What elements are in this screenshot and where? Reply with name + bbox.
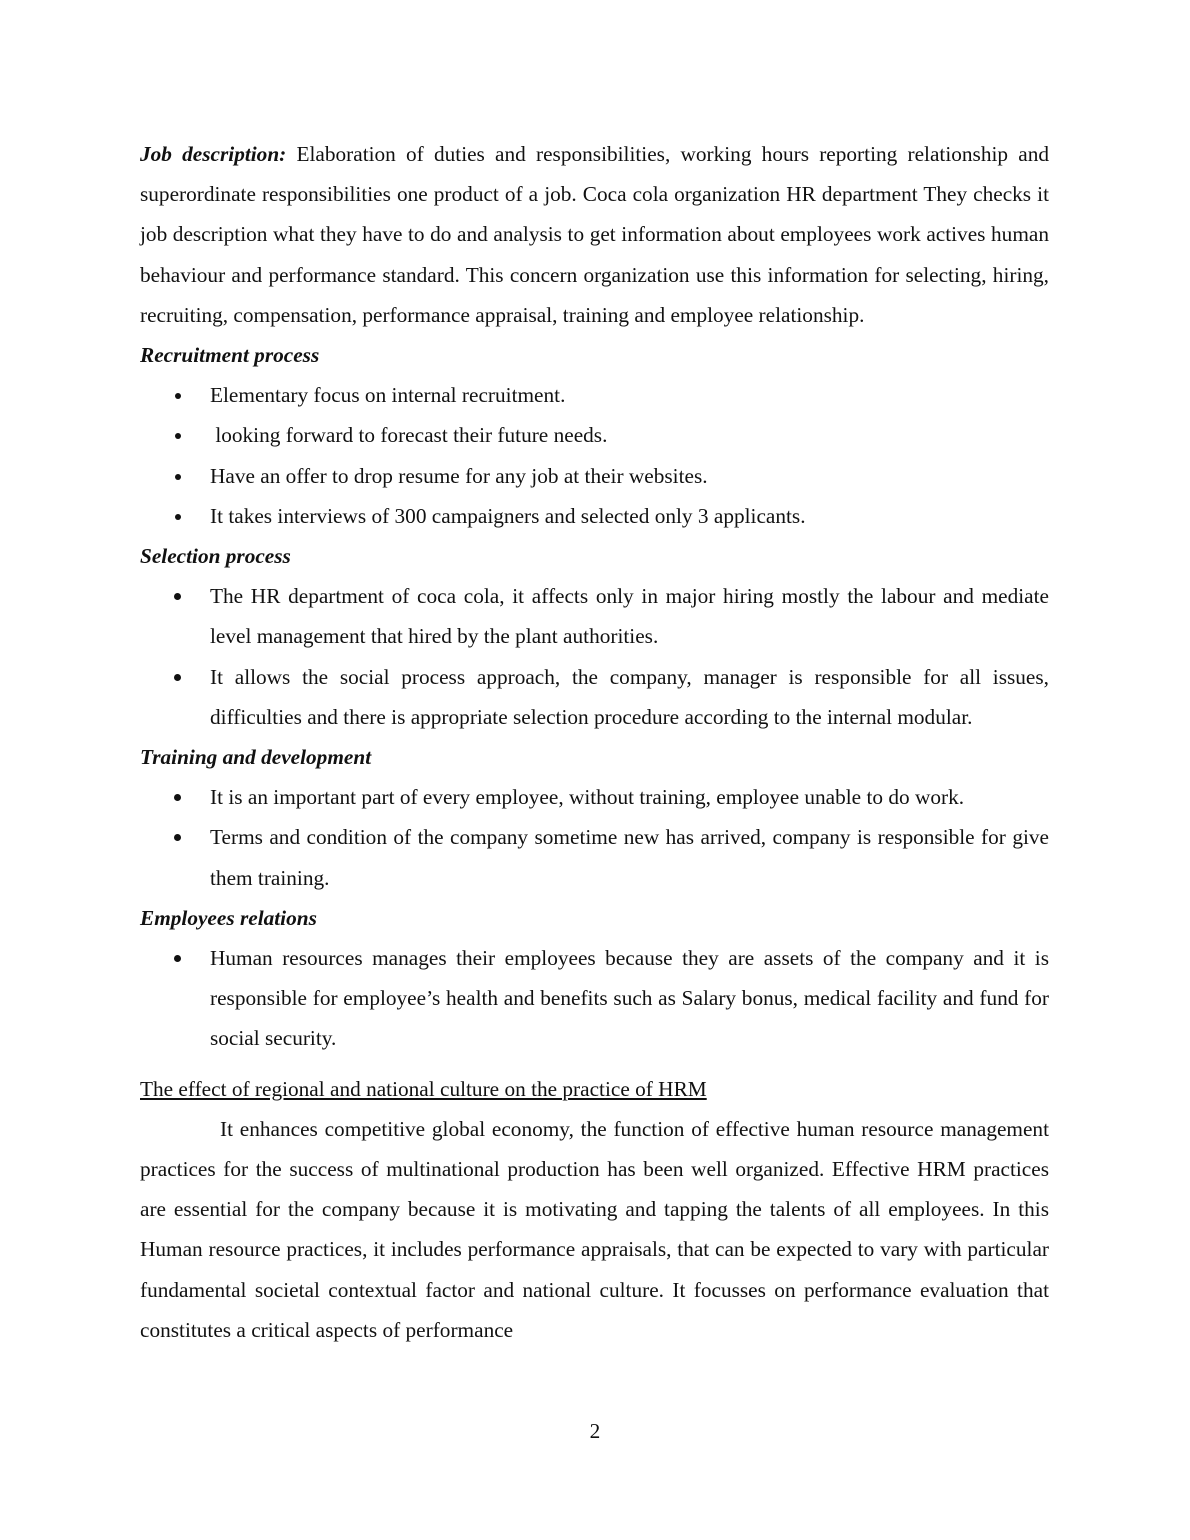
- selection-heading: Selection process: [140, 544, 291, 569]
- list-item-text: It allows the social process approach, the company, manager is responsible for all issues, difficulties and there is appropriate selection procedure according to the internal modular.: [210, 664, 1049, 729]
- culture-paragraph: It enhances competitive global economy, the function of effective human resource management practices for the success of multinational production has been well organized. Effective HRM practices are essential for the company because it is motivating and tapping the talents of all employees. In this Human resource practices, it includes performance appraisals, that can be expected to vary with particular fundamental societal contextual factor and national culture. It focusses on performance evaluation that constitutes a critical aspects of performance: [140, 1116, 1049, 1342]
- bullet-icon: [175, 433, 181, 439]
- list-item: [140, 375, 1049, 415]
- list-item-text: It is an important part of every employee, without training, employee unable to do work.: [210, 785, 965, 810]
- list-item: [140, 657, 1049, 737]
- bullet-icon: [174, 834, 181, 841]
- list-item-text: Have an offer to drop resume for any job at their websites.: [210, 463, 708, 488]
- recruitment-heading: Recruitment process: [140, 343, 320, 368]
- list-item-text: Elementary focus on internal recruitment.: [210, 383, 566, 408]
- bullet-icon: [175, 474, 181, 480]
- list-item: [140, 938, 1049, 1059]
- training-list: [140, 777, 1049, 898]
- list-item: [140, 456, 1049, 496]
- list-item-text: Terms and condition of the company sometime new has arrived, company is responsible for give them training.: [210, 825, 1049, 890]
- list-item-text: The HR department of coca cola, it affects only in major hiring mostly the labour and mediate level management that hired by the plant authorities.: [210, 584, 1049, 649]
- job-description-text: Elaboration of duties and responsibilities, working hours reporting relationship and superordinate responsibilities one product of a job. Coca cola organization HR department They checks it job description what they have to do and analysis to get information about employees work actives human behaviour and performance standard. This concern organization use this information for selecting, hiring, recruiting, compensation, performance appraisal, training and employee relationship.: [140, 142, 1049, 327]
- training-heading: Training and development: [140, 745, 372, 770]
- job-description-label: Job description:: [140, 142, 287, 166]
- relations-heading: Employees relations: [140, 905, 317, 930]
- document-page: [140, 134, 1049, 1350]
- list-item: [140, 777, 1049, 817]
- list-item-text: looking forward to forecast their future needs.: [210, 423, 608, 448]
- bullet-icon: [174, 593, 181, 600]
- page-number: 2: [589, 1419, 601, 1443]
- list-item-text: Human resources manages their employees because they are assets of the company and it is responsible for employee’s health and benefits such as Salary bonus, medical facility and fund for social security.: [210, 946, 1049, 1051]
- selection-list: [140, 576, 1049, 737]
- culture-section-title: The effect of regional and national culture on the practice of HRM: [140, 1076, 707, 1101]
- relations-list: [140, 938, 1049, 1059]
- bullet-icon: [174, 794, 181, 801]
- bullet-icon: [175, 393, 181, 399]
- job-description-paragraph: [140, 134, 1049, 335]
- recruitment-list: [140, 375, 1049, 536]
- list-item: [140, 817, 1049, 897]
- list-item: [140, 415, 1049, 455]
- bullet-icon: [174, 955, 181, 962]
- list-item: [140, 496, 1049, 536]
- list-item: [140, 576, 1049, 656]
- bullet-icon: [174, 674, 181, 681]
- list-item-text: It takes interviews of 300 campaigners and selected only 3 applicants.: [210, 503, 806, 528]
- bullet-icon: [175, 514, 181, 520]
